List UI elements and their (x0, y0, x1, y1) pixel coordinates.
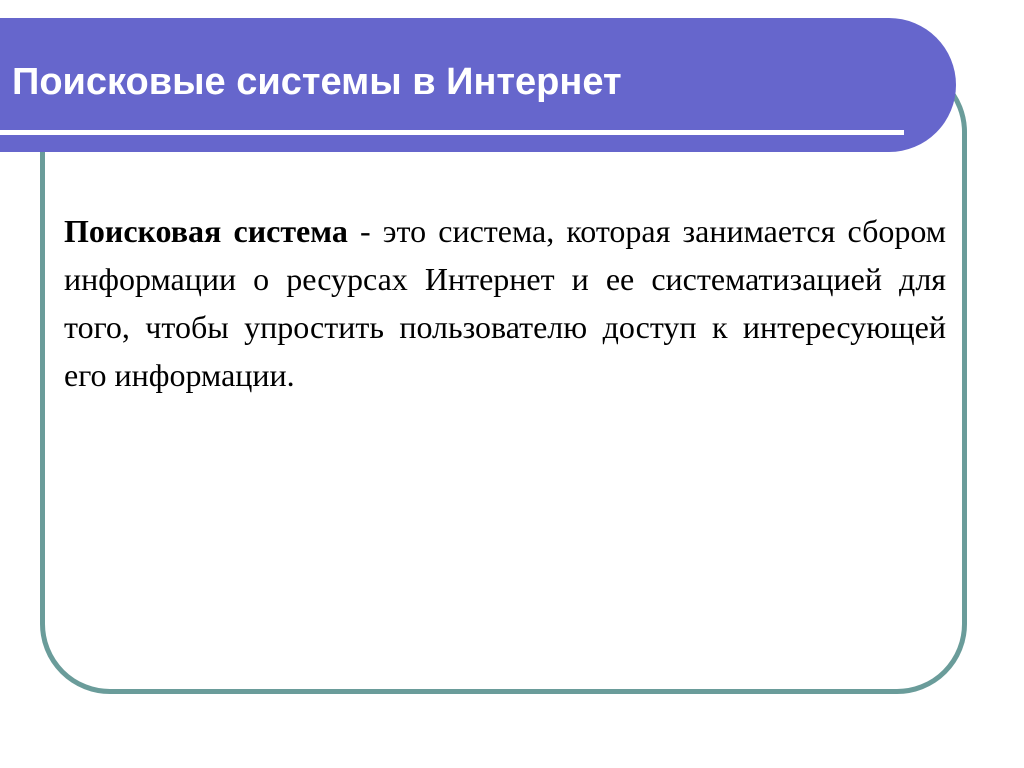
definition-term: Поисковая система (64, 213, 348, 249)
slide-title: Поисковые системы в Интернет (12, 61, 622, 103)
definition-paragraph (64, 207, 946, 399)
definition-text: - это система, которая занимается сбором информации о ресурсах Интернет и ее систематизацией для того, чтобы упростить пользователю доступ к интересующей его информации. (64, 213, 947, 393)
title-underline (0, 130, 904, 135)
